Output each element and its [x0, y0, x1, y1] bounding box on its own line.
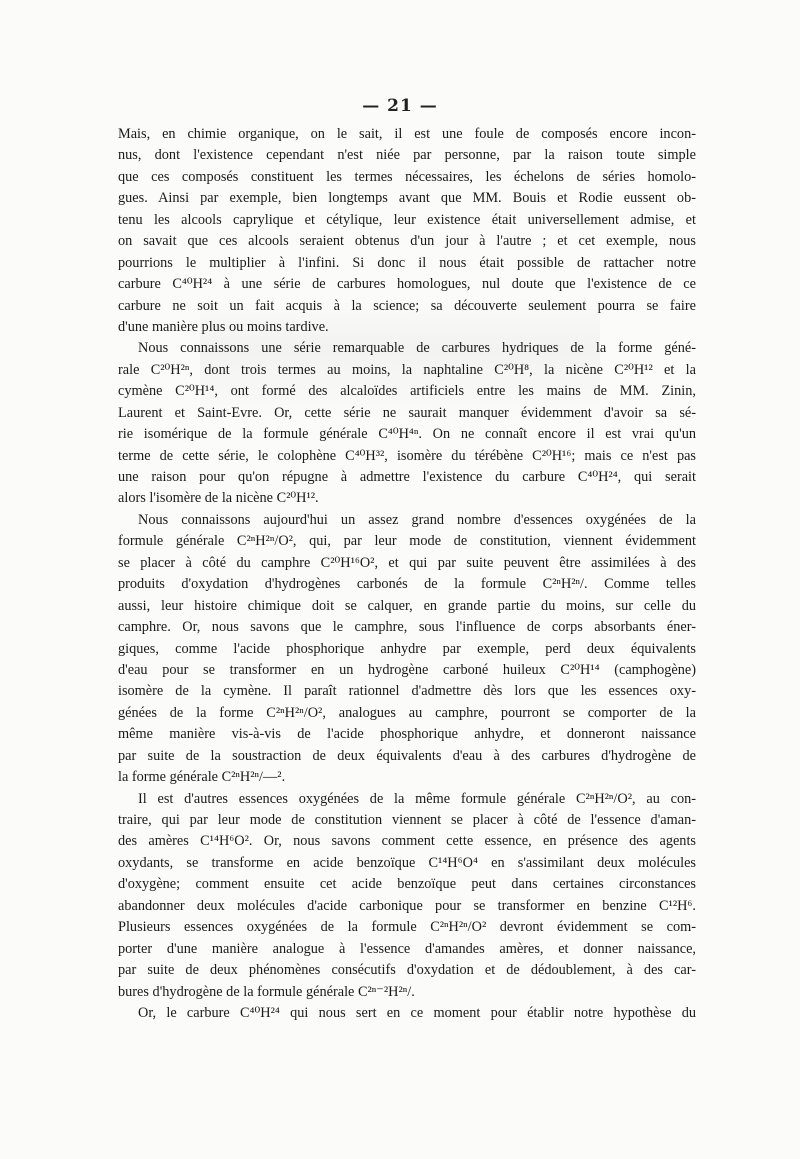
- text-line: se placer à côté du camphre C²⁰H¹⁶O², et qui par suite peuvent être assimilées à des: [118, 554, 696, 571]
- text-line: la forme générale C²ⁿH²ⁿ/—².: [118, 769, 286, 786]
- text-line: d'une manière plus ou moins tardive.: [118, 318, 329, 335]
- text-line: Plusieurs essences oxygénées de la formule C²ⁿH²ⁿ/O² devront évidemment se com-: [118, 919, 696, 936]
- text-line: bures d'hydrogène de la formule générale C²ⁿ⁻²H²ⁿ/.: [118, 983, 415, 1000]
- text-line: giques, comme l'acide phosphorique anhydre par exemple, perd deux équivalents: [118, 640, 696, 657]
- text-line: par suite de la soustraction de deux équivalents d'eau à des carbures d'hydrogène de: [118, 747, 696, 764]
- text-line: Il est d'autres essences oxygénées de la même formule générale C²ⁿH²ⁿ/O², au con-: [138, 790, 696, 807]
- text-line: carbure ne soit un fait acquis à la science; sa découverte seulement pourra se faire: [118, 297, 696, 314]
- text-line: une raison pour qu'on répugne à admettre l'existence du carbure C⁴⁰H²⁴, qui serait: [118, 469, 696, 485]
- body-text: [118, 124, 696, 1024]
- text-line: oxydants, se transforme en acide benzoïque C¹⁴H⁶O⁴ en s'assimilant deux molécules: [118, 854, 696, 871]
- text-line: rale C²⁰H²ⁿ, dont trois termes au moins, la naphtaline C²⁰H⁸, la nicène C²⁰H¹² et la: [118, 361, 696, 378]
- text-line: que ces composés constituent les termes nécessaires, les échelons de séries homolo-: [118, 168, 696, 185]
- text-line: Mais, en chimie organique, on le sait, il est une foule de composés encore incon-: [118, 126, 696, 142]
- text-line: pourrions le multiplier à l'infini. Si donc il nous était possible de rattacher notre: [118, 254, 696, 271]
- text-line: alors l'isomère de la nicène C²⁰H¹².: [118, 490, 319, 507]
- text-line: camphre. Or, nous savons que le camphre, sous l'influence de corps absorbants éner-: [118, 619, 696, 636]
- text-line: formule générale C²ⁿH²ⁿ/O², qui, par leur mode de constitution, viennent évidemment: [118, 533, 696, 550]
- text-line: terme de cette série, le colophène C⁴⁰H³², isomère du térébène C²⁰H¹⁶; mais ce n'est pas: [118, 447, 696, 464]
- text-line: tenu les alcools caprylique et cétylique, leur existence était universellement admise, et: [118, 211, 696, 228]
- text-line: aussi, leur histoire chimique doit se calquer, en grande partie du moins, sur celle du: [118, 597, 696, 614]
- text-line: gues. Ainsi par exemple, bien longtemps avant que MM. Bouis et Rodie eussent ob-: [118, 190, 696, 207]
- text-line: Nous connaissons une série remarquable de carbures hydriques de la forme géné-: [138, 340, 696, 357]
- text-line: traire, qui par leur mode de constitution viennent se placer à côté de l'essence d'aman-: [118, 812, 696, 828]
- text-line: rie isomérique de la formule générale C⁴⁰H⁴ⁿ. On ne connaît encore il est vrai qu'un: [118, 426, 696, 443]
- text-line: isomère de la cymène. Il paraît rationnel d'admettre dès lors que les essences oxy-: [118, 683, 696, 700]
- text-line: Or, le carbure C⁴⁰H²⁴ qui nous sert en ce moment pour établir notre hypothèse du: [138, 1004, 696, 1021]
- text-line: abandonner deux molécules d'acide carbonique pour se transformer en benzine C¹²H⁶.: [118, 897, 696, 914]
- text-line: d'oxygène; comment ensuite cet acide benzoïque peut dans certaines circonstances: [118, 876, 696, 893]
- text-line: porter d'une manière analogue à l'essence d'amandes amères, et donner naissance,: [118, 940, 696, 957]
- text-line: produits d'oxydation d'hydrogènes carbonés de la formule C²ⁿH²ⁿ/. Comme telles: [118, 576, 696, 593]
- text-line: par suite de deux phénomènes consécutifs d'oxydation et de dédoublement, à des car-: [118, 962, 696, 979]
- text-line: génées de la forme C²ⁿH²ⁿ/O², analogues au camphre, pourront se comporter de la: [118, 704, 696, 721]
- text-line: même manière vis-à-vis de l'acide phosphorique anhydre, et donneront naissance: [118, 726, 696, 743]
- text-line: des amères C¹⁴H⁶O². Or, nous savons comment cette essence, en présence des agents: [118, 833, 696, 850]
- text-line: d'eau pour se transformer en un hydrogène carboné huileux C²⁰H¹⁴ (camphogène): [118, 661, 696, 678]
- text-line: nus, dont l'existence cependant n'est niée par personne, par la raison toute simple: [118, 147, 696, 164]
- text-line: Laurent et Saint-Evre. Or, cette série ne saurait manquer évidemment d'avoir sa sé-: [118, 404, 696, 421]
- text-line: cymène C²⁰H¹⁴, ont formé des alcaloïdes artificiels entre les mains de MM. Zinin,: [118, 383, 696, 400]
- text-line: on savait que ces alcools seraient obtenus d'un jour à l'autre ; et cet exemple, nous: [118, 233, 696, 250]
- text-line: Nous connaissons aujourd'hui un assez grand nombre d'essences oxygénées de la: [138, 511, 696, 528]
- page-number: — 21 —: [362, 96, 438, 116]
- text-line: carbure C⁴⁰H²⁴ à une série de carbures homologues, nul doute que l'existence de ce: [118, 276, 696, 293]
